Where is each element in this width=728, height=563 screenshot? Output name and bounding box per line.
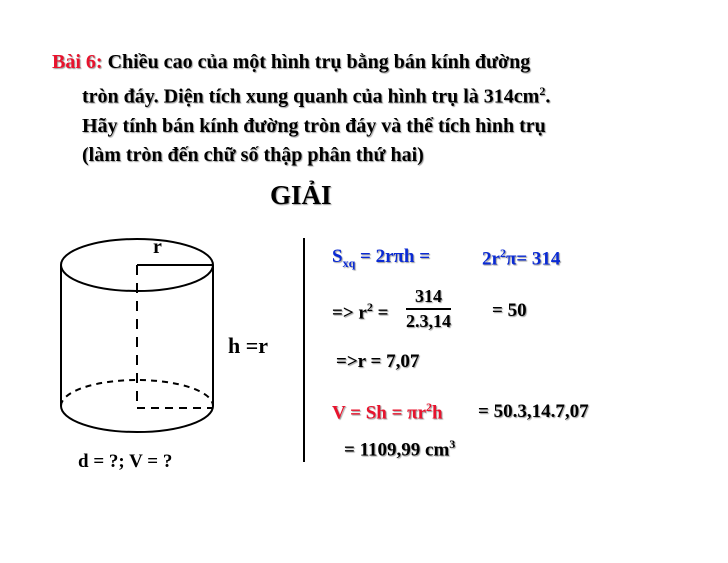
volume-result [344, 437, 455, 461]
sxq-formula [332, 246, 430, 271]
sxq-rhs-sup: 2 [499, 246, 506, 260]
r2-prefix [332, 300, 388, 324]
sxq-rhs-b: π= 314 [505, 248, 561, 270]
problem-line-2-end: . [545, 85, 551, 108]
r2-fraction [406, 286, 451, 332]
r2-prefix-eq: = [372, 302, 389, 324]
volume-formula-b: h [432, 402, 443, 424]
r2-prefix-sup: 2 [366, 300, 373, 314]
fraction-denominator: 2.3,14 [406, 311, 451, 331]
sxq-subscript: xq [342, 255, 356, 270]
problem-line-2-text: tròn đáy. Diện tích xung quanh của hình trụ là 314cm [82, 85, 540, 108]
question-label: d = ?; V = ? [78, 451, 173, 472]
volume-calculation: = 50.3,14.7,07 [478, 401, 589, 422]
sxq-rhs [482, 246, 560, 270]
sxq-expression: = 2rπh = [355, 246, 431, 267]
volume-formula [332, 400, 443, 424]
r2-prefix-text: => r [332, 302, 367, 324]
volume-formula-sup: 2 [426, 400, 433, 414]
cylinder-bottom-front [61, 406, 213, 432]
problem-line-1-text: Chiều cao của một hình trụ bằng bán kính đường [102, 51, 531, 73]
height-label: h =r [228, 333, 269, 358]
problem-line-2-sup: 2 [539, 84, 546, 98]
volume-result-sup: 3 [449, 437, 456, 451]
fraction-numerator: 314 [406, 286, 451, 310]
volume-result-text: = 1109,99 cm [344, 439, 450, 461]
problem-line-4: (làm tròn đến chữ số thập phân thứ hai) [82, 143, 424, 166]
volume-formula-a: V = Sh = πr [332, 402, 427, 424]
problem-label: Bài 6: [52, 51, 103, 73]
sxq-symbol: S [332, 246, 343, 267]
r2-result: = 50 [492, 300, 527, 321]
radius-label: r [153, 236, 162, 258]
r-result: =>r = 7,07 [336, 351, 420, 372]
solution-heading: GIẢI [270, 180, 332, 210]
sxq-rhs-a: 2r [482, 248, 500, 270]
problem-line-3: Hãy tính bán kính đường tròn đáy và thể tích hình trụ [82, 114, 546, 137]
